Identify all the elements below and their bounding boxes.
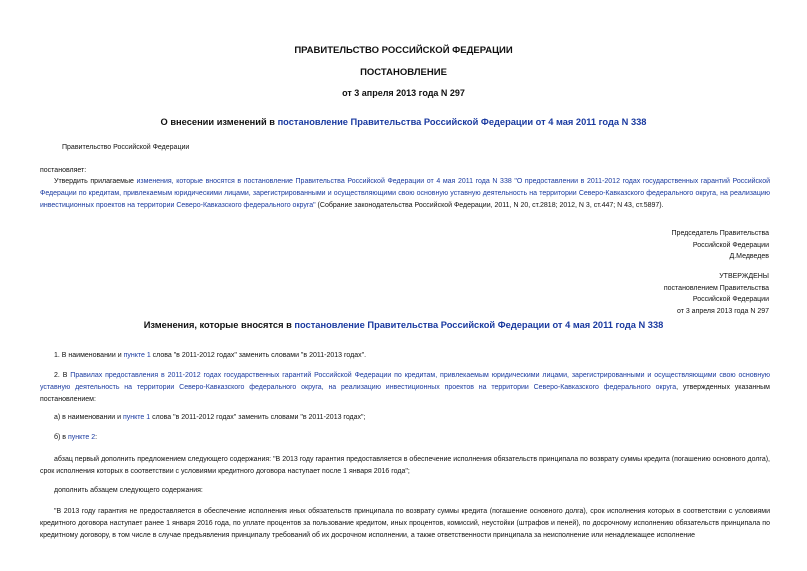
item-2 bbox=[40, 370, 770, 406]
changes-title-link[interactable]: постановление Правительства Российской Федерации от 4 мая 2011 года N 338 bbox=[294, 320, 664, 330]
add-paragraph-intro: дополнить абзацем следующего содержания: bbox=[54, 487, 203, 494]
item-2-text-a: 2. В bbox=[54, 372, 71, 379]
item-1 bbox=[54, 350, 366, 362]
item-b-link[interactable]: пункте 2 bbox=[67, 434, 96, 441]
item-2-link[interactable]: Правилах предоставления в 2011-2012 годах государственных гарантий Российской Федерации по кредитам, привлекаемым юридическими лицами, зарегистрированными и осуществляющими свою основную уставную деятельность на территории Северо-Кавказского федерального округа, на реализацию инвестиционных проектов на территории Северо-Кавказского федерального округа bbox=[40, 372, 771, 391]
document-title bbox=[0, 117, 807, 127]
document-date: от 3 апреля 2013 года N 297 bbox=[342, 88, 465, 98]
item-1-text-a: 1. В наименовании и bbox=[54, 352, 124, 359]
item-1-link[interactable]: пункте 1 bbox=[123, 352, 151, 359]
item-b bbox=[54, 432, 97, 444]
intro-decree: постановляет: bbox=[40, 167, 87, 174]
approve-link[interactable]: изменения, которые вносятся в постановление Правительства Российской Федерации от 4 мая 2011 года N 338 "О предоставлении в 2011-2012 годах государственных гарантий Российской Федерации по кредитам, привлекаемым юридическими лицами, зарегистрированными и осуществляющими свою основную уставную деятельность на территории Северо-Кавказского федерального округа, на реализацию инвестиционных проектов на территории Северо-Кавказского федерального округа" bbox=[40, 178, 770, 209]
changes-title bbox=[0, 320, 807, 330]
intro-government: Правительство Российской Федерации bbox=[62, 144, 190, 151]
quote-paragraph: "В 2013 году гарантия не предоставляется в обеспечение исполнения иных обязательств принципала по возврату суммы кредита (погашение основного долга), срок исполнения которых в соответствии с условиями кредитного договора наступает ранее 1 января 2016 года, по уплате процентов за пользование кредитом, иных процентов, комиссий, неустойки (штрафов и пеней), по досрочному исполнению обязательств принципала по кредитному договору, в том числе в случае предъявления принципалу требований об их досрочном исполнении, а также ответственности принципала за неисполнение или ненадлежащее исполнение bbox=[40, 508, 770, 539]
approved-block bbox=[664, 271, 769, 317]
approved-line-1: постановлением Правительства bbox=[663, 284, 769, 292]
item-a-link[interactable]: пункте 1 bbox=[123, 414, 151, 421]
document-title-prefix: О внесении изменений в bbox=[160, 117, 278, 127]
item-b-text-b: : bbox=[95, 434, 98, 441]
signature-role-1: Председатель Правительства bbox=[671, 230, 769, 237]
changes-title-prefix: Изменения, которые вносятся в bbox=[143, 320, 295, 330]
approve-suffix: (Собрание законодательства Российской Федерации, 2011, N 20, ст.2818; 2012, N 3, ст.447; N 43, ст.5897). bbox=[315, 202, 664, 209]
signature-name: Д.Медведев bbox=[729, 253, 769, 260]
document-title-link[interactable]: постановление Правительства Российской Федерации от 4 мая 2011 года N 338 bbox=[277, 117, 647, 127]
approved-word: УТВЕРЖДЕНЫ bbox=[719, 273, 769, 280]
signature-role-2: Российской Федерации bbox=[692, 241, 769, 249]
item-1-text-b: слова "в 2011-2012 годах" заменить словами "в 2011-2013 годах". bbox=[150, 352, 367, 359]
item-a-text-b: слова "в 2011-2012 годах" заменить словами "в 2011-2013 годах"; bbox=[150, 414, 366, 421]
item-a bbox=[54, 412, 365, 424]
government-heading: ПРАВИТЕЛЬСТВО РОССИЙСКОЙ ФЕДЕРАЦИИ bbox=[294, 45, 513, 56]
approved-line-2: Российской Федерации bbox=[692, 296, 769, 303]
item-b-text-a: б) в bbox=[54, 434, 68, 441]
paragraph-addition: абзац первый дополнить предложением следующего содержания: "В 2013 году гарантия предоставляется в обеспечение исполнения обязательств принципала по возврату суммы кредита (погашению основного долга), срок исполнения которых в соответствии с условиями кредитного договора наступает после 1 января 2016 года"; bbox=[40, 456, 770, 475]
signature-block bbox=[672, 228, 769, 263]
item-a-text-a: а) в наименовании и bbox=[54, 414, 123, 421]
approved-line-3: от 3 апреля 2013 года N 297 bbox=[676, 307, 769, 315]
approve-paragraph bbox=[40, 176, 770, 212]
approve-prefix: Утвердить прилагаемые bbox=[54, 178, 137, 185]
item-2-text-b: , утвержденных указанным постановлением: bbox=[40, 384, 770, 403]
document-type: ПОСТАНОВЛЕНИЕ bbox=[360, 67, 447, 78]
